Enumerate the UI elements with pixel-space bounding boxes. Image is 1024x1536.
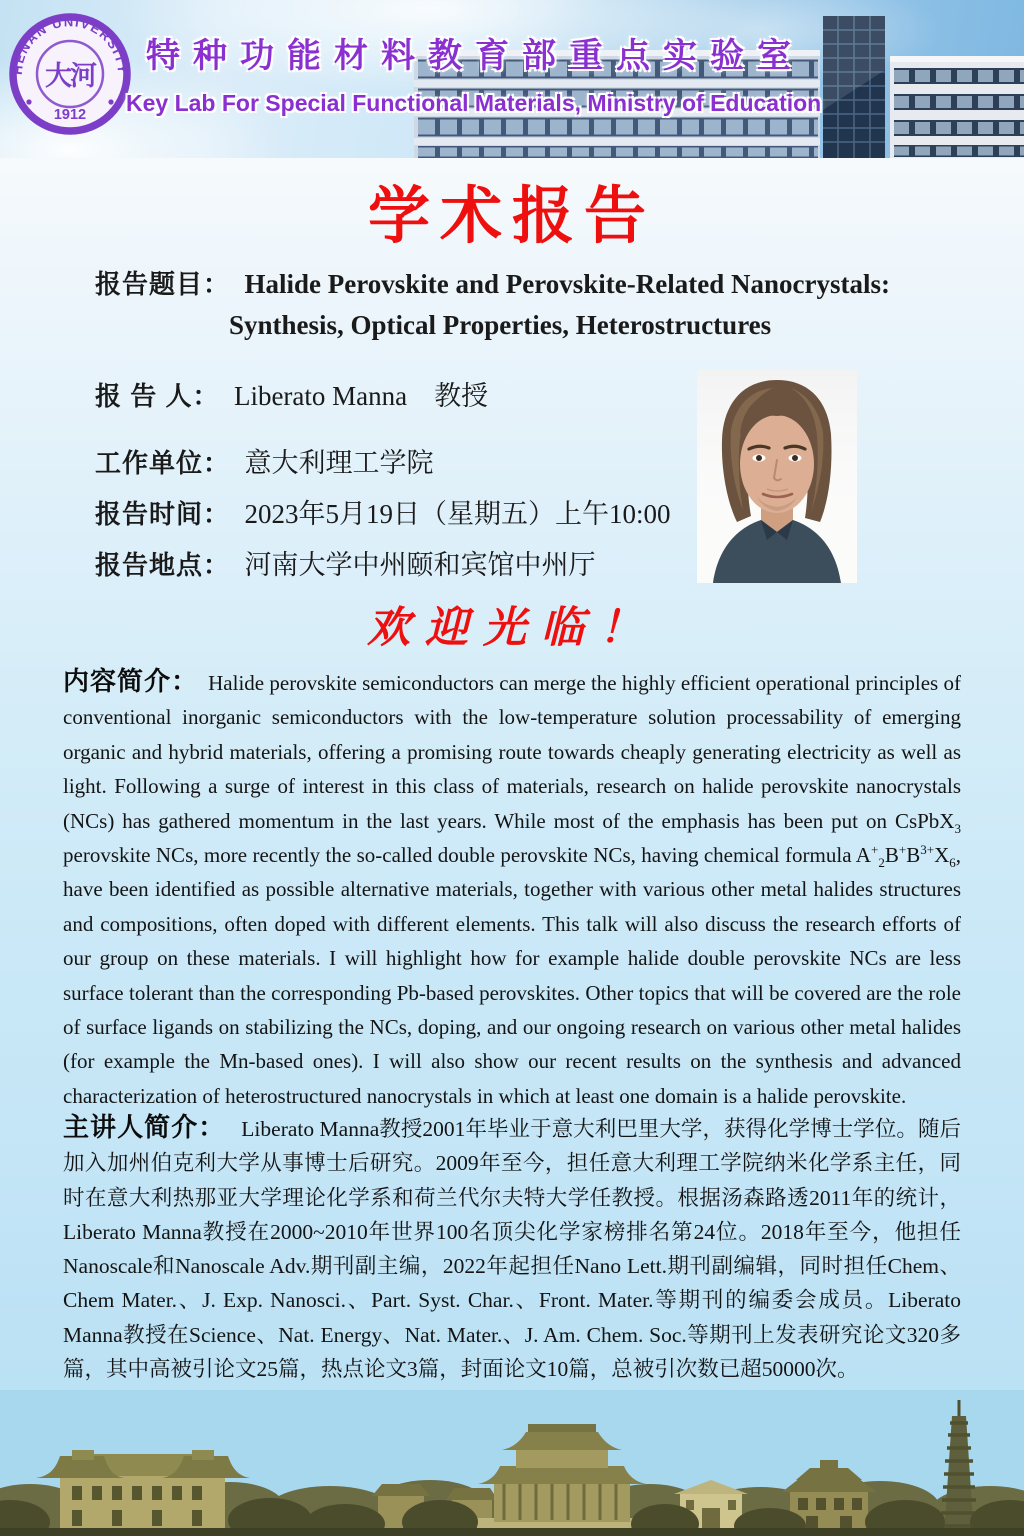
speaker-name: Liberato Manna 教授: [233, 381, 489, 411]
affiliation-row: [95, 441, 434, 480]
welcome-text: 欢迎光临！: [367, 605, 657, 652]
abstract-heading: 内容简介：: [63, 666, 199, 696]
venue-value: 河南大学中州颐和宾馆中州厅: [244, 550, 596, 580]
time-row: [95, 492, 671, 531]
lab-name-chinese: 特种功能材料教育部重点实验室: [146, 38, 804, 75]
campus-skyline-image: [0, 1390, 1024, 1536]
topic-label: 报告题目：: [95, 269, 231, 299]
time-value: 2023年5月19日（星期五）上午10:00: [244, 499, 671, 529]
topic-row: [95, 264, 890, 301]
logo-year: 1912: [53, 107, 87, 123]
header-banner: [0, 0, 1024, 158]
speaker-label: 报 告 人：: [95, 381, 220, 411]
bio-paragraph: [63, 1110, 961, 1386]
bio-text: Liberato Manna教授2001年毕业于意大利巴里大学，获得化学博士学位。随后加入加州伯克利大学从事博士后研究。2009年至今，担任意大利理工学院纳米化学系主任，同时在意大利热那亚大学理论化学系和荷兰代尔夫特大学任教授。根据汤森路透2011年的统计，Liberato Manna教授在2000~2010年世界100名顶尖化学家榜排名第24位。2018年至今，他担任Nanoscale和Nanoscale Adv.期刊副主编，2022年起担任Nano Lett.期刊副编辑，同时担任Chem、Chem Mater.、J. Exp. Nanosci.、Part. Syst. Char.、Front. Mater.等期刊的编委会成员。Liberato Manna教授在Science、Nat. Energy、Nat. Mater.、J. Am. Chem. Soc.等期刊上发表研究论文320多篇，其中高被引论文25篇，热点论文3篇，封面论文10篇，总被引次数已超50000次。: [63, 1117, 961, 1382]
speaker-photo: [697, 370, 857, 583]
abstract-text: Halide perovskite semiconductors can merge the highly efficient operational principles of conventional inorganic semiconductors with the low-temperature solution processability of emerging organic and hybrid materials, offering a promising route towards cheaply generating electricity as well as light. Following a surge of interest in this class of materials, research on halide perovskite nanocrystals (NCs) has gathered momentum in the last years. While most of the emphasis has been put on CsPbX$_3$ perovskite NCs, more recently the so-called double perovskite NCs, having chemical formula $A^+_2B^+B^{3+}X_6$, have been identified as possible alternative materials, together with various other metal halides structures and compositions, often doped with different elements. This talk will also discuss the research efforts of our group on these materials. I will highlight how for example halide double perovskite NCs are less surface tolerant than the corresponding Pb-based perovskites. Other topics that will be covered are the role of surface ligands on stabilizing the NCs, doping, and our ongoing research on various other metal halides (for example the Mn-based ones). I will also show our recent results on the synthesis and advanced characterization of heterostructured nanocrystals in which at least one domain is a halide perovskite.: [63, 671, 961, 1108]
logo-arc-text: HENAN UNIVERSITY: [9, 14, 131, 76]
affiliation-label: 工作单位：: [95, 448, 231, 478]
time-label: 报告时间：: [95, 499, 231, 529]
topic-line2: Synthesis, Optical Properties, Heterostructures: [229, 310, 772, 340]
page-title: 学术报告: [367, 183, 656, 251]
abstract-paragraph: [63, 664, 961, 1113]
venue-label: 报告地点：: [95, 550, 231, 580]
lab-building-photo: [404, 0, 1024, 158]
topic-line1: Halide Perovskite and Perovskite-Related Nanocrystals:: [244, 269, 890, 299]
venue-row: [95, 543, 596, 582]
bio-heading: 主讲人简介：: [63, 1112, 226, 1142]
logo-center-characters: 大河: [45, 61, 95, 91]
lab-name-english: Key Lab For Special Functional Materials, Ministry of Education: [126, 90, 822, 116]
affiliation-value: 意大利理工学院: [244, 448, 434, 478]
henan-university-logo: [8, 12, 132, 136]
speaker-row: [95, 374, 488, 413]
